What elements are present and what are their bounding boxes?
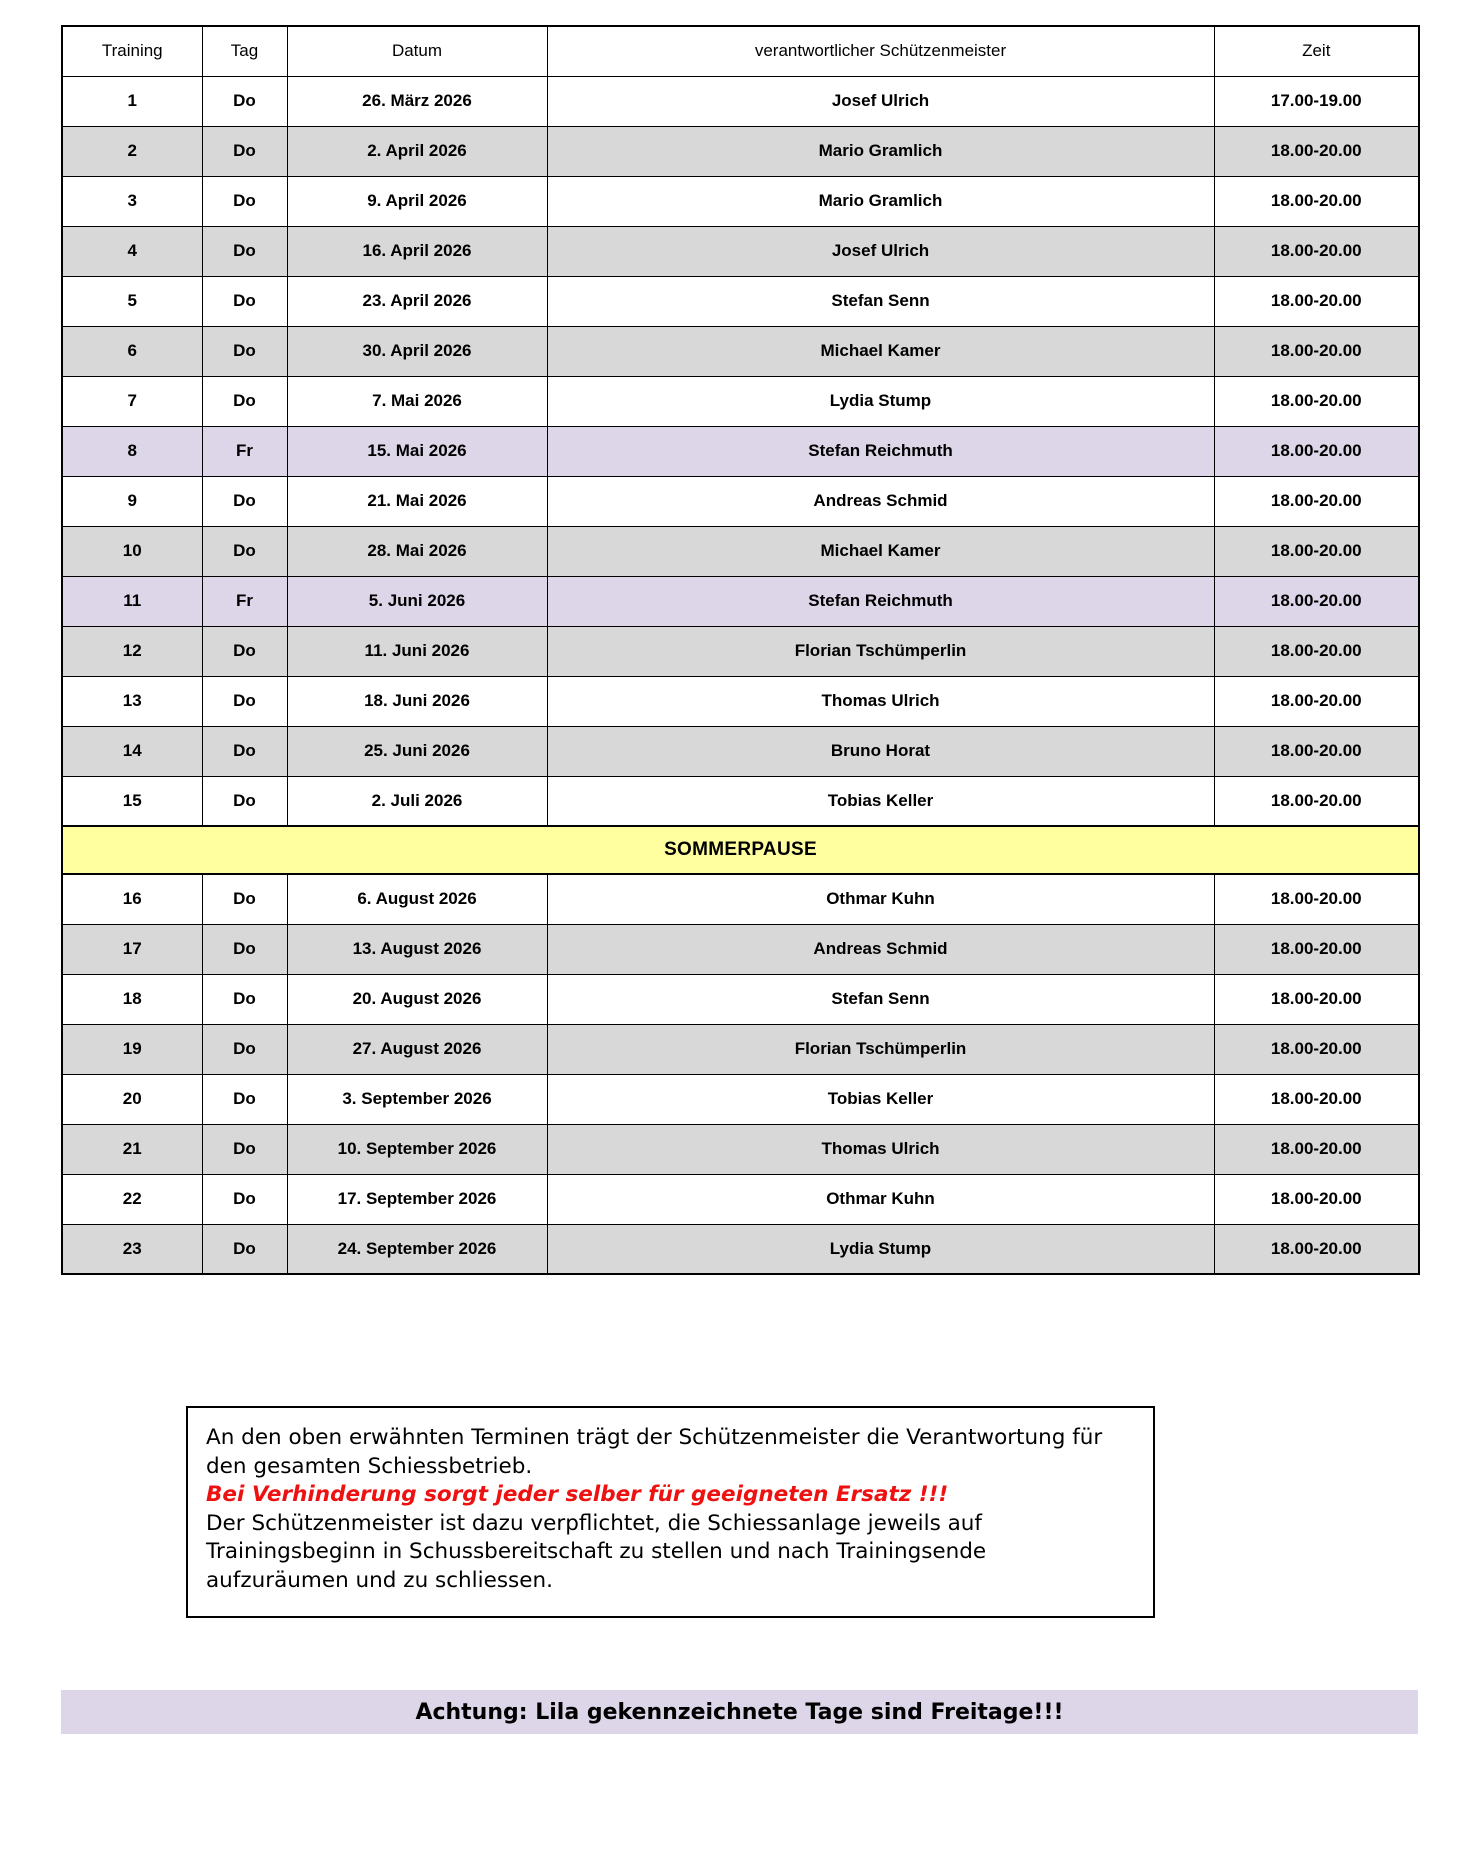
cell-time-range: 18.00-20.00 (1214, 376, 1419, 426)
cell-date: 27. August 2026 (287, 1024, 547, 1074)
header-row (62, 26, 1419, 76)
table-row (62, 76, 1419, 126)
cell-weekday: Do (202, 626, 287, 676)
cell-time-range: 18.00-20.00 (1214, 676, 1419, 726)
friday-notice-text: Achtung: Lila gekennzeichnete Tage sind Freitage!!! (415, 1699, 1064, 1725)
table-row (62, 326, 1419, 376)
cell-weekday: Do (202, 276, 287, 326)
cell-training-number: 8 (62, 426, 202, 476)
cell-training-number: 1 (62, 76, 202, 126)
cell-responsible-person: Mario Gramlich (547, 126, 1214, 176)
training-schedule (61, 25, 1418, 1275)
cell-training-number: 13 (62, 676, 202, 726)
cell-responsible-person: Andreas Schmid (547, 924, 1214, 974)
cell-training-number: 19 (62, 1024, 202, 1074)
cell-time-range: 18.00-20.00 (1214, 1224, 1419, 1274)
cell-training-number: 20 (62, 1074, 202, 1124)
cell-responsible-person: Josef Ulrich (547, 226, 1214, 276)
cell-weekday: Fr (202, 426, 287, 476)
cell-date: 10. September 2026 (287, 1124, 547, 1174)
cell-time-range: 18.00-20.00 (1214, 726, 1419, 776)
cell-responsible-person: Thomas Ulrich (547, 676, 1214, 726)
table-row (62, 476, 1419, 526)
cell-responsible-person: Othmar Kuhn (547, 1174, 1214, 1224)
cell-time-range: 18.00-20.00 (1214, 476, 1419, 526)
cell-time-range: 18.00-20.00 (1214, 1174, 1419, 1224)
cell-time-range: 18.00-20.00 (1214, 974, 1419, 1024)
column-header-zeit: Zeit (1214, 26, 1419, 76)
cell-time-range: 18.00-20.00 (1214, 126, 1419, 176)
cell-date: 5. Juni 2026 (287, 576, 547, 626)
table-row (62, 1224, 1419, 1274)
cell-weekday: Do (202, 526, 287, 576)
table-body (62, 76, 1419, 1274)
table-row (62, 726, 1419, 776)
cell-training-number: 10 (62, 526, 202, 576)
cell-date: 23. April 2026 (287, 276, 547, 326)
cell-date: 13. August 2026 (287, 924, 547, 974)
cell-date: 16. April 2026 (287, 226, 547, 276)
cell-responsible-person: Florian Tschümperlin (547, 626, 1214, 676)
note-warning-line: Bei Verhinderung sorgt jeder selber für geeigneten Ersatz !!! (206, 1482, 949, 1508)
table-row (62, 1124, 1419, 1174)
cell-responsible-person: Stefan Reichmuth (547, 576, 1214, 626)
table-row (62, 526, 1419, 576)
cell-responsible-person: Andreas Schmid (547, 476, 1214, 526)
responsibility-note-box (186, 1406, 1155, 1618)
cell-date: 30. April 2026 (287, 326, 547, 376)
cell-responsible-person: Tobias Keller (547, 1074, 1214, 1124)
cell-training-number: 2 (62, 126, 202, 176)
cell-date: 20. August 2026 (287, 974, 547, 1024)
cell-date: 11. Juni 2026 (287, 626, 547, 676)
cell-weekday: Do (202, 726, 287, 776)
cell-weekday: Do (202, 226, 287, 276)
cell-weekday: Do (202, 776, 287, 826)
cell-training-number: 6 (62, 326, 202, 376)
cell-date: 26. März 2026 (287, 76, 547, 126)
cell-weekday: Do (202, 126, 287, 176)
cell-weekday: Do (202, 76, 287, 126)
table-row (62, 576, 1419, 626)
cell-weekday: Do (202, 874, 287, 924)
schedule-table (61, 25, 1420, 1275)
table-row (62, 874, 1419, 924)
cell-weekday: Do (202, 1024, 287, 1074)
cell-responsible-person: Michael Kamer (547, 326, 1214, 376)
table-row (62, 776, 1419, 826)
cell-date: 7. Mai 2026 (287, 376, 547, 426)
column-header-schuetzenmeister: verantwortlicher Schützenmeister (547, 26, 1214, 76)
summer-break-row (62, 826, 1419, 874)
cell-responsible-person: Stefan Senn (547, 974, 1214, 1024)
cell-training-number: 18 (62, 974, 202, 1024)
table-row (62, 1074, 1419, 1124)
table-header (62, 26, 1419, 76)
cell-date: 18. Juni 2026 (287, 676, 547, 726)
note-line-3: Der Schützenmeister ist dazu verpflichtet, die Schiessanlage jeweils auf Trainingsbeginn in Schussbereitschaft zu stellen und nach Trainingsende aufzuräumen und zu schliessen. (206, 1510, 987, 1593)
cell-time-range: 18.00-20.00 (1214, 326, 1419, 376)
cell-date: 2. Juli 2026 (287, 776, 547, 826)
cell-training-number: 23 (62, 1224, 202, 1274)
column-header-training: Training (62, 26, 202, 76)
cell-weekday: Do (202, 974, 287, 1024)
cell-time-range: 18.00-20.00 (1214, 526, 1419, 576)
cell-date: 21. Mai 2026 (287, 476, 547, 526)
cell-weekday: Do (202, 924, 287, 974)
summer-break-label: SOMMERPAUSE (62, 826, 1419, 874)
cell-date: 17. September 2026 (287, 1174, 547, 1224)
cell-training-number: 7 (62, 376, 202, 426)
table-row (62, 226, 1419, 276)
table-row (62, 176, 1419, 226)
cell-time-range: 18.00-20.00 (1214, 776, 1419, 826)
cell-training-number: 12 (62, 626, 202, 676)
cell-weekday: Do (202, 326, 287, 376)
cell-date: 24. September 2026 (287, 1224, 547, 1274)
cell-date: 9. April 2026 (287, 176, 547, 226)
cell-responsible-person: Lydia Stump (547, 376, 1214, 426)
cell-responsible-person: Othmar Kuhn (547, 874, 1214, 924)
cell-date: 6. August 2026 (287, 874, 547, 924)
cell-training-number: 5 (62, 276, 202, 326)
cell-time-range: 18.00-20.00 (1214, 226, 1419, 276)
cell-weekday: Do (202, 1174, 287, 1224)
cell-time-range: 18.00-20.00 (1214, 576, 1419, 626)
cell-date: 2. April 2026 (287, 126, 547, 176)
table-row (62, 1174, 1419, 1224)
cell-responsible-person: Mario Gramlich (547, 176, 1214, 226)
cell-time-range: 18.00-20.00 (1214, 1124, 1419, 1174)
table-row (62, 626, 1419, 676)
friday-notice-banner (61, 1690, 1418, 1734)
cell-time-range: 18.00-20.00 (1214, 924, 1419, 974)
cell-time-range: 18.00-20.00 (1214, 626, 1419, 676)
cell-responsible-person: Thomas Ulrich (547, 1124, 1214, 1174)
cell-responsible-person: Josef Ulrich (547, 76, 1214, 126)
cell-responsible-person: Florian Tschümperlin (547, 1024, 1214, 1074)
table-row (62, 924, 1419, 974)
cell-time-range: 17.00-19.00 (1214, 76, 1419, 126)
table-row (62, 126, 1419, 176)
table-row (62, 1024, 1419, 1074)
column-header-tag: Tag (202, 26, 287, 76)
cell-training-number: 17 (62, 924, 202, 974)
cell-weekday: Do (202, 476, 287, 526)
table-row (62, 376, 1419, 426)
cell-weekday: Do (202, 1224, 287, 1274)
cell-date: 28. Mai 2026 (287, 526, 547, 576)
cell-training-number: 21 (62, 1124, 202, 1174)
cell-responsible-person: Michael Kamer (547, 526, 1214, 576)
table-row (62, 676, 1419, 726)
cell-time-range: 18.00-20.00 (1214, 874, 1419, 924)
cell-time-range: 18.00-20.00 (1214, 176, 1419, 226)
cell-training-number: 3 (62, 176, 202, 226)
cell-weekday: Do (202, 1124, 287, 1174)
cell-training-number: 11 (62, 576, 202, 626)
cell-date: 15. Mai 2026 (287, 426, 547, 476)
cell-training-number: 16 (62, 874, 202, 924)
cell-weekday: Do (202, 676, 287, 726)
cell-date: 25. Juni 2026 (287, 726, 547, 776)
cell-training-number: 22 (62, 1174, 202, 1224)
cell-time-range: 18.00-20.00 (1214, 426, 1419, 476)
cell-responsible-person: Tobias Keller (547, 776, 1214, 826)
cell-responsible-person: Bruno Horat (547, 726, 1214, 776)
cell-training-number: 4 (62, 226, 202, 276)
column-header-datum: Datum (287, 26, 547, 76)
cell-weekday: Do (202, 1074, 287, 1124)
cell-weekday: Do (202, 376, 287, 426)
table-row (62, 276, 1419, 326)
table-row (62, 974, 1419, 1024)
cell-time-range: 18.00-20.00 (1214, 1024, 1419, 1074)
note-line-1: An den oben erwähnten Terminen trägt der Schützenmeister die Verantwortung für den gesamten Schiessbetrieb. (206, 1425, 1103, 1479)
cell-time-range: 18.00-20.00 (1214, 276, 1419, 326)
cell-responsible-person: Stefan Reichmuth (547, 426, 1214, 476)
cell-weekday: Do (202, 176, 287, 226)
cell-date: 3. September 2026 (287, 1074, 547, 1124)
cell-responsible-person: Lydia Stump (547, 1224, 1214, 1274)
cell-time-range: 18.00-20.00 (1214, 1074, 1419, 1124)
cell-responsible-person: Stefan Senn (547, 276, 1214, 326)
cell-training-number: 9 (62, 476, 202, 526)
table-row (62, 426, 1419, 476)
cell-training-number: 14 (62, 726, 202, 776)
cell-weekday: Fr (202, 576, 287, 626)
cell-training-number: 15 (62, 776, 202, 826)
